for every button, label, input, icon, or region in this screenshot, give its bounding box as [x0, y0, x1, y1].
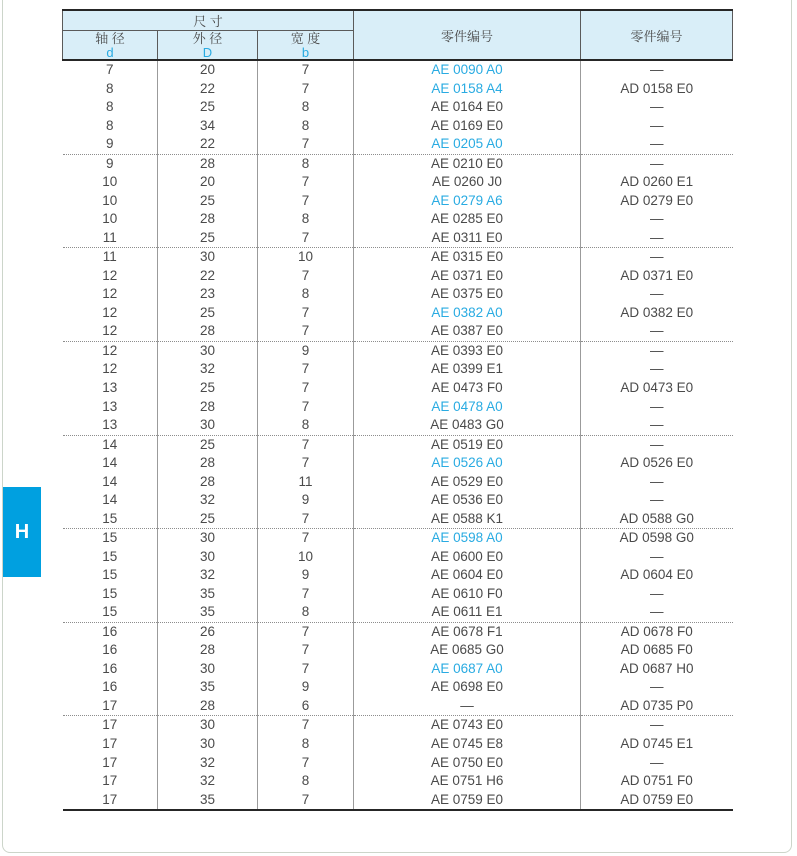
cell-part-number-ad: — — [581, 248, 733, 267]
table-row — [63, 360, 733, 379]
cell-outer-diameter: 32 — [158, 754, 258, 773]
cell-part-number-ae: AE 0678 F1 — [354, 622, 581, 641]
cell-width: 9 — [258, 491, 354, 510]
table-row — [63, 379, 733, 398]
table-row — [63, 117, 733, 136]
cell-outer-diameter: 28 — [158, 398, 258, 417]
cell-shaft-diameter: 13 — [63, 398, 158, 417]
table-row — [63, 229, 733, 248]
header-outer-diameter-symbol: D — [202, 45, 213, 60]
cell-width: 7 — [258, 754, 354, 773]
cell-outer-diameter: 30 — [158, 548, 258, 567]
cell-width: 8 — [258, 416, 354, 435]
table-row — [63, 416, 733, 435]
cell-shaft-diameter: 17 — [63, 754, 158, 773]
cell-part-number-ae: AE 0285 E0 — [354, 210, 581, 229]
cell-part-number-ad: — — [581, 754, 733, 773]
cell-width: 7 — [258, 510, 354, 529]
cell-part-number-ae: AE 0483 G0 — [354, 416, 581, 435]
cell-part-number-ad: — — [581, 341, 733, 360]
cell-width: 7 — [258, 435, 354, 454]
cell-part-number-ad: AD 0751 F0 — [581, 772, 733, 791]
cell-shaft-diameter: 10 — [63, 192, 158, 211]
table-row — [63, 285, 733, 304]
cell-shaft-diameter: 14 — [63, 491, 158, 510]
chapter-tab-h[interactable] — [3, 487, 41, 577]
cell-part-number-ae-link[interactable]: AE 0382 A0 — [354, 304, 581, 323]
cell-part-number-ae: AE 0698 E0 — [354, 678, 581, 697]
cell-width: 7 — [258, 304, 354, 323]
cell-outer-diameter: 35 — [158, 585, 258, 604]
cell-shaft-diameter: 11 — [63, 229, 158, 248]
header-shaft-diameter-label: 轴 径 — [95, 31, 125, 46]
table-row — [63, 435, 733, 454]
table-row — [63, 322, 733, 341]
cell-shaft-diameter: 15 — [63, 566, 158, 585]
cell-part-number-ae: AE 0743 E0 — [354, 716, 581, 735]
cell-width: 7 — [258, 529, 354, 548]
cell-outer-diameter: 30 — [158, 341, 258, 360]
header-width-label: 宽 度 — [290, 31, 321, 46]
cell-width: 7 — [258, 322, 354, 341]
cell-shaft-diameter: 14 — [63, 435, 158, 454]
cell-outer-diameter: 32 — [158, 491, 258, 510]
table-row — [63, 135, 733, 154]
cell-shaft-diameter: 17 — [63, 697, 158, 716]
cell-part-number-ad: — — [581, 473, 733, 492]
header-outer-diameter — [158, 31, 258, 61]
table-row — [63, 529, 733, 548]
cell-part-number-ae: AE 0210 E0 — [354, 154, 581, 173]
table-row — [63, 772, 733, 791]
cell-outer-diameter: 28 — [158, 697, 258, 716]
cell-part-number-ad: AD 0759 E0 — [581, 791, 733, 811]
cell-part-number-ae-link[interactable]: AE 0598 A0 — [354, 529, 581, 548]
header-part-no-2: 零件编号 — [581, 10, 733, 60]
cell-shaft-diameter: 12 — [63, 322, 158, 341]
cell-part-number-ae: AE 0393 E0 — [354, 341, 581, 360]
cell-outer-diameter: 28 — [158, 322, 258, 341]
cell-part-number-ad: AD 0687 H0 — [581, 660, 733, 679]
cell-width: 7 — [258, 716, 354, 735]
header-width-symbol: b — [301, 45, 310, 60]
cell-part-number-ae: AE 0529 E0 — [354, 473, 581, 492]
cell-width: 7 — [258, 585, 354, 604]
cell-part-number-ad: — — [581, 117, 733, 136]
cell-part-number-ae: AE 0588 K1 — [354, 510, 581, 529]
table-row — [63, 697, 733, 716]
cell-part-number-ae-link[interactable]: AE 0279 A6 — [354, 192, 581, 211]
cell-shaft-diameter: 10 — [63, 210, 158, 229]
table-row — [63, 210, 733, 229]
cell-width: 9 — [258, 678, 354, 697]
cell-width: 7 — [258, 360, 354, 379]
cell-part-number-ae: — — [354, 697, 581, 716]
cell-shaft-diameter: 16 — [63, 641, 158, 660]
cell-part-number-ad: AD 0371 E0 — [581, 267, 733, 286]
header-shaft-diameter — [63, 31, 158, 61]
cell-outer-diameter: 22 — [158, 135, 258, 154]
table-row — [63, 473, 733, 492]
header-size-group: 尺 寸 — [63, 10, 354, 31]
cell-part-number-ae: AE 0536 E0 — [354, 491, 581, 510]
header-outer-diameter-label: 外 径 — [192, 31, 223, 46]
cell-outer-diameter: 28 — [158, 641, 258, 660]
cell-outer-diameter: 25 — [158, 379, 258, 398]
cell-width: 7 — [258, 454, 354, 473]
cell-part-number-ae: AE 0600 E0 — [354, 548, 581, 567]
cell-width: 7 — [258, 173, 354, 192]
table-row — [63, 791, 733, 811]
cell-outer-diameter: 25 — [158, 304, 258, 323]
cell-part-number-ae: AE 0759 E0 — [354, 791, 581, 811]
cell-outer-diameter: 25 — [158, 229, 258, 248]
cell-part-number-ae: AE 0611 E1 — [354, 603, 581, 622]
cell-part-number-ae: AE 0371 E0 — [354, 267, 581, 286]
cell-width: 7 — [258, 398, 354, 417]
table-row — [63, 341, 733, 360]
table-row — [63, 678, 733, 697]
cell-part-number-ad: — — [581, 585, 733, 604]
cell-shaft-diameter: 10 — [63, 173, 158, 192]
cell-part-number-ad: — — [581, 98, 733, 117]
cell-part-number-ad: AD 0158 E0 — [581, 80, 733, 99]
cell-part-number-ad: AD 0473 E0 — [581, 379, 733, 398]
chapter-tab-label: H — [14, 520, 30, 543]
cell-shaft-diameter: 8 — [63, 98, 158, 117]
cell-part-number-ad: — — [581, 603, 733, 622]
cell-part-number-ae: AE 0519 E0 — [354, 435, 581, 454]
cell-part-number-ad: — — [581, 135, 733, 154]
cell-part-number-ae: AE 0745 E8 — [354, 735, 581, 754]
cell-outer-diameter: 20 — [158, 60, 258, 80]
cell-width: 6 — [258, 697, 354, 716]
cell-width: 9 — [258, 341, 354, 360]
cell-part-number-ae: AE 0751 H6 — [354, 772, 581, 791]
cell-width: 10 — [258, 548, 354, 567]
cell-shaft-diameter: 17 — [63, 735, 158, 754]
table-row — [63, 716, 733, 735]
cell-width: 8 — [258, 154, 354, 173]
table-row — [63, 641, 733, 660]
cell-width: 7 — [258, 622, 354, 641]
cell-outer-diameter: 26 — [158, 622, 258, 641]
table-row — [63, 267, 733, 286]
cell-outer-diameter: 34 — [158, 117, 258, 136]
table-row — [63, 304, 733, 323]
table-row — [63, 603, 733, 622]
table-row — [63, 491, 733, 510]
cell-width: 7 — [258, 379, 354, 398]
cell-outer-diameter: 32 — [158, 360, 258, 379]
cell-width: 7 — [258, 192, 354, 211]
cell-shaft-diameter: 13 — [63, 379, 158, 398]
cell-part-number-ad: AD 0735 P0 — [581, 697, 733, 716]
cell-shaft-diameter: 15 — [63, 529, 158, 548]
cell-part-number-ad: AD 0745 E1 — [581, 735, 733, 754]
cell-width: 8 — [258, 735, 354, 754]
cell-outer-diameter: 28 — [158, 154, 258, 173]
cell-shaft-diameter: 14 — [63, 473, 158, 492]
table-body — [63, 60, 733, 810]
cell-shaft-diameter: 16 — [63, 660, 158, 679]
cell-outer-diameter: 30 — [158, 660, 258, 679]
cell-outer-diameter: 30 — [158, 735, 258, 754]
cell-shaft-diameter: 8 — [63, 117, 158, 136]
cell-outer-diameter: 25 — [158, 98, 258, 117]
cell-width: 7 — [258, 60, 354, 80]
cell-part-number-ae: AE 0604 E0 — [354, 566, 581, 585]
cell-part-number-ad: — — [581, 491, 733, 510]
cell-part-number-ad: — — [581, 322, 733, 341]
spec-table — [62, 9, 733, 811]
cell-shaft-diameter: 11 — [63, 248, 158, 267]
cell-part-number-ad: — — [581, 398, 733, 417]
header-width — [258, 31, 354, 61]
cell-shaft-diameter: 14 — [63, 454, 158, 473]
cell-part-number-ad: AD 0382 E0 — [581, 304, 733, 323]
cell-part-number-ae: AE 0473 F0 — [354, 379, 581, 398]
cell-width: 7 — [258, 80, 354, 99]
cell-shaft-diameter: 17 — [63, 791, 158, 811]
cell-part-number-ad: — — [581, 360, 733, 379]
cell-part-number-ae: AE 0610 F0 — [354, 585, 581, 604]
cell-shaft-diameter: 15 — [63, 548, 158, 567]
cell-part-number-ad: AD 0678 F0 — [581, 622, 733, 641]
cell-outer-diameter: 32 — [158, 772, 258, 791]
cell-shaft-diameter: 13 — [63, 416, 158, 435]
cell-outer-diameter: 30 — [158, 716, 258, 735]
cell-outer-diameter: 35 — [158, 791, 258, 811]
table-row — [63, 192, 733, 211]
cell-part-number-ae-link[interactable]: AE 0090 A0 — [354, 60, 581, 80]
cell-shaft-diameter: 15 — [63, 603, 158, 622]
table-row — [63, 454, 733, 473]
header-part-no-1: 零件编号 — [354, 10, 581, 60]
cell-shaft-diameter: 16 — [63, 622, 158, 641]
table-row — [63, 510, 733, 529]
cell-part-number-ad: AD 0598 G0 — [581, 529, 733, 548]
cell-width: 8 — [258, 772, 354, 791]
table-row — [63, 98, 733, 117]
table-row — [63, 566, 733, 585]
cell-width: 7 — [258, 267, 354, 286]
cell-shaft-diameter: 12 — [63, 341, 158, 360]
cell-outer-diameter: 22 — [158, 267, 258, 286]
table-row — [63, 173, 733, 192]
cell-shaft-diameter: 12 — [63, 360, 158, 379]
cell-part-number-ad: — — [581, 678, 733, 697]
cell-width: 7 — [258, 641, 354, 660]
table-row — [63, 548, 733, 567]
cell-part-number-ad: — — [581, 210, 733, 229]
cell-outer-diameter: 25 — [158, 435, 258, 454]
cell-part-number-ae-link[interactable]: AE 0687 A0 — [354, 660, 581, 679]
cell-width: 8 — [258, 117, 354, 136]
cell-part-number-ae-link[interactable]: AE 0526 A0 — [354, 454, 581, 473]
cell-shaft-diameter: 17 — [63, 772, 158, 791]
cell-part-number-ad: AD 0685 F0 — [581, 641, 733, 660]
cell-shaft-diameter: 15 — [63, 585, 158, 604]
cell-shaft-diameter: 12 — [63, 267, 158, 286]
cell-width: 8 — [258, 285, 354, 304]
cell-shaft-diameter: 9 — [63, 135, 158, 154]
cell-outer-diameter: 28 — [158, 210, 258, 229]
cell-part-number-ae: AE 0750 E0 — [354, 754, 581, 773]
cell-width: 11 — [258, 473, 354, 492]
cell-part-number-ad: — — [581, 416, 733, 435]
cell-width: 7 — [258, 791, 354, 811]
cell-part-number-ae: AE 0399 E1 — [354, 360, 581, 379]
cell-part-number-ae: AE 0685 G0 — [354, 641, 581, 660]
cell-outer-diameter: 35 — [158, 603, 258, 622]
cell-width: 7 — [258, 229, 354, 248]
cell-part-number-ae: AE 0311 E0 — [354, 229, 581, 248]
cell-outer-diameter: 28 — [158, 473, 258, 492]
cell-part-number-ad: — — [581, 548, 733, 567]
cell-part-number-ae: AE 0260 J0 — [354, 173, 581, 192]
cell-part-number-ad: — — [581, 716, 733, 735]
cell-part-number-ae: AE 0169 E0 — [354, 117, 581, 136]
cell-shaft-diameter: 12 — [63, 285, 158, 304]
cell-width: 8 — [258, 210, 354, 229]
cell-part-number-ad: — — [581, 229, 733, 248]
cell-part-number-ad: AD 0588 G0 — [581, 510, 733, 529]
cell-part-number-ae: AE 0375 E0 — [354, 285, 581, 304]
cell-width: 9 — [258, 566, 354, 585]
cell-part-number-ad: AD 0260 E1 — [581, 173, 733, 192]
cell-outer-diameter: 30 — [158, 529, 258, 548]
cell-part-number-ae: AE 0164 E0 — [354, 98, 581, 117]
table-row — [63, 660, 733, 679]
cell-outer-diameter: 20 — [158, 173, 258, 192]
table-row — [63, 80, 733, 99]
table-row — [63, 585, 733, 604]
cell-width: 7 — [258, 135, 354, 154]
cell-outer-diameter: 25 — [158, 510, 258, 529]
cell-outer-diameter: 30 — [158, 416, 258, 435]
header-shaft-diameter-symbol: d — [106, 45, 114, 60]
cell-outer-diameter: 35 — [158, 678, 258, 697]
cell-part-number-ad: — — [581, 154, 733, 173]
cell-shaft-diameter: 9 — [63, 154, 158, 173]
cell-outer-diameter: 32 — [158, 566, 258, 585]
cell-part-number-ae-link[interactable]: AE 0478 A0 — [354, 398, 581, 417]
table-row — [63, 754, 733, 773]
cell-width: 10 — [258, 248, 354, 267]
cell-part-number-ad: — — [581, 60, 733, 80]
table-row — [63, 622, 733, 641]
cell-part-number-ad: — — [581, 435, 733, 454]
cell-part-number-ae: AE 0387 E0 — [354, 322, 581, 341]
cell-part-number-ad: AD 0604 E0 — [581, 566, 733, 585]
cell-outer-diameter: 25 — [158, 192, 258, 211]
cell-width: 7 — [258, 660, 354, 679]
cell-width: 8 — [258, 603, 354, 622]
cell-outer-diameter: 30 — [158, 248, 258, 267]
cell-part-number-ad: — — [581, 285, 733, 304]
cell-shaft-diameter: 16 — [63, 678, 158, 697]
cell-part-number-ae-link[interactable]: AE 0158 A4 — [354, 80, 581, 99]
cell-shaft-diameter: 15 — [63, 510, 158, 529]
cell-shaft-diameter: 8 — [63, 80, 158, 99]
cell-part-number-ae-link[interactable]: AE 0205 A0 — [354, 135, 581, 154]
cell-part-number-ae: AE 0315 E0 — [354, 248, 581, 267]
cell-part-number-ad: AD 0526 E0 — [581, 454, 733, 473]
table-row — [63, 154, 733, 173]
cell-shaft-diameter: 7 — [63, 60, 158, 80]
cell-part-number-ad: AD 0279 E0 — [581, 192, 733, 211]
cell-outer-diameter: 22 — [158, 80, 258, 99]
table-row — [63, 735, 733, 754]
cell-outer-diameter: 23 — [158, 285, 258, 304]
table-row — [63, 248, 733, 267]
cell-shaft-diameter: 17 — [63, 716, 158, 735]
table-header — [63, 10, 733, 60]
cell-shaft-diameter: 12 — [63, 304, 158, 323]
cell-outer-diameter: 28 — [158, 454, 258, 473]
table-row — [63, 398, 733, 417]
table-row — [63, 60, 733, 80]
cell-width: 8 — [258, 98, 354, 117]
